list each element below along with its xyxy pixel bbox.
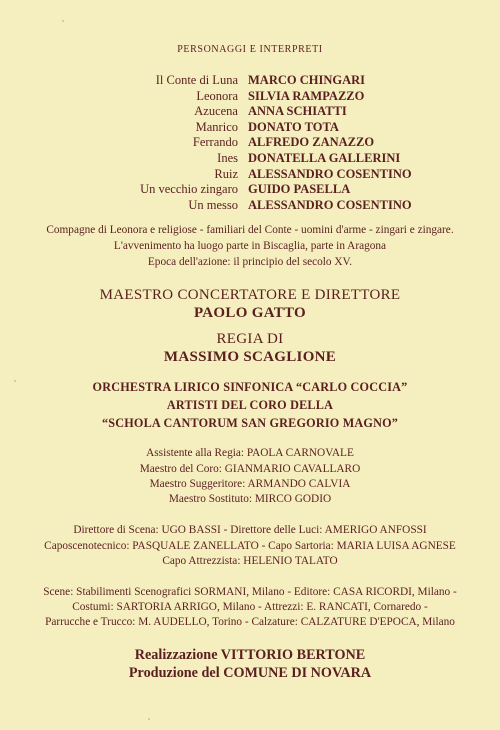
staff-line: Direttore di Scena: UGO BASSI - Direttore delle Luci: AMERIGO ANFOSSI bbox=[73, 524, 427, 536]
conductor-title: MAESTRO CONCERTATORE E DIRETTORE bbox=[99, 287, 401, 303]
assistant-conductor: Maestro Sostituto: MIRCO GODIO bbox=[168, 493, 332, 505]
cast-row bbox=[0, 89, 500, 105]
cast-row bbox=[0, 151, 500, 167]
production-credit: Produzione del COMUNE DI NOVARA bbox=[128, 665, 372, 681]
assistant-director: Assistente alla Regia: PAOLA CARNOVALE bbox=[146, 447, 354, 459]
actor-name: SILVIA RAMPAZZO bbox=[248, 88, 365, 103]
actor-name: ALESSANDRO COSENTINO bbox=[248, 166, 412, 181]
cast-row bbox=[0, 104, 500, 120]
cast-heading: PERSONAGGI E INTERPRETI bbox=[177, 44, 323, 55]
suppliers-line: Costumi: SARTORIA ARRIGO, Milano - Attrezzi: E. RANCATI, Cornaredo - bbox=[72, 601, 428, 613]
director-name: MASSIMO SCAGLIONE bbox=[163, 349, 337, 365]
role-name: Un vecchio zingaro bbox=[140, 182, 238, 197]
prompter: Maestro Suggeritore: ARMANDO CALVIA bbox=[149, 478, 351, 490]
staff-line: Caposcenotecnico: PASQUALE ZANELLATO - Capo Sartoria: MARIA LUISA AGNESE bbox=[44, 540, 456, 552]
epoch-note: Epoca dell'azione: il principio del secolo XV. bbox=[147, 256, 353, 268]
cast-row bbox=[0, 73, 500, 89]
actor-name: DONATELLA GALLERINI bbox=[248, 150, 401, 165]
role-name: Un messo bbox=[188, 197, 238, 212]
actor-name: MARCO CHINGARI bbox=[248, 73, 366, 87]
director-title: REGIA DI bbox=[216, 331, 284, 347]
paper-speck bbox=[148, 718, 150, 720]
role-name: Il Conte di Luna bbox=[155, 73, 238, 87]
chorus-master: Maestro del Coro: GIANMARIO CAVALLARO bbox=[139, 463, 361, 475]
actor-name: ALFREDO ZANAZZO bbox=[248, 135, 375, 150]
paper-speck bbox=[62, 20, 64, 22]
role-name: Ferrando bbox=[192, 135, 238, 150]
cast-row bbox=[0, 182, 500, 198]
role-name: Ruiz bbox=[214, 166, 238, 181]
chorus-label: ARTISTI DEL CORO DELLA bbox=[166, 398, 334, 412]
cast-row bbox=[0, 198, 500, 214]
cast-row bbox=[0, 120, 500, 136]
realization-credit: Realizzazione VITTORIO BERTONE bbox=[134, 647, 366, 663]
paper-speck bbox=[14, 380, 16, 382]
setting-note: L'avvenimento ha luogo parte in Biscaglia, parte in Aragona bbox=[113, 240, 387, 252]
suppliers-line: Parrucche e Trucco: M. AUDELLO, Torino - Calzature: CALZATURE D'EPOCA, Milano bbox=[45, 616, 455, 628]
role-name: Azucena bbox=[194, 104, 238, 119]
role-name: Manrico bbox=[195, 119, 238, 134]
role-name: Leonora bbox=[196, 88, 238, 103]
cast-row bbox=[0, 135, 500, 151]
orchestra-name: ORCHESTRA LIRICO SINFONICA “CARLO COCCIA” bbox=[92, 380, 408, 394]
chorus-name: “SCHOLA CANTORUM SAN GREGORIO MAGNO” bbox=[101, 416, 399, 430]
suppliers-line: Scene: Stabilimenti Scenografici SORMANI, Milano - Editore: CASA RICORDI, Milano - bbox=[43, 586, 457, 598]
cast-list bbox=[0, 73, 500, 213]
chorus-note: Compagne di Leonora e religiose - familiari del Conte - uomini d'arme - zingari e zingare. bbox=[46, 224, 454, 236]
conductor-name: PAOLO GATTO bbox=[193, 305, 307, 321]
actor-name: ALESSANDRO COSENTINO bbox=[248, 197, 412, 212]
actor-name: ANNA SCHIATTI bbox=[248, 104, 347, 119]
actor-name: GUIDO PASELLA bbox=[248, 182, 351, 197]
actor-name: DONATO TOTA bbox=[248, 119, 339, 134]
staff-line: Capo Attrezzista: HELENIO TALATO bbox=[162, 555, 338, 567]
cast-row bbox=[0, 167, 500, 183]
role-name: Ines bbox=[217, 150, 238, 165]
